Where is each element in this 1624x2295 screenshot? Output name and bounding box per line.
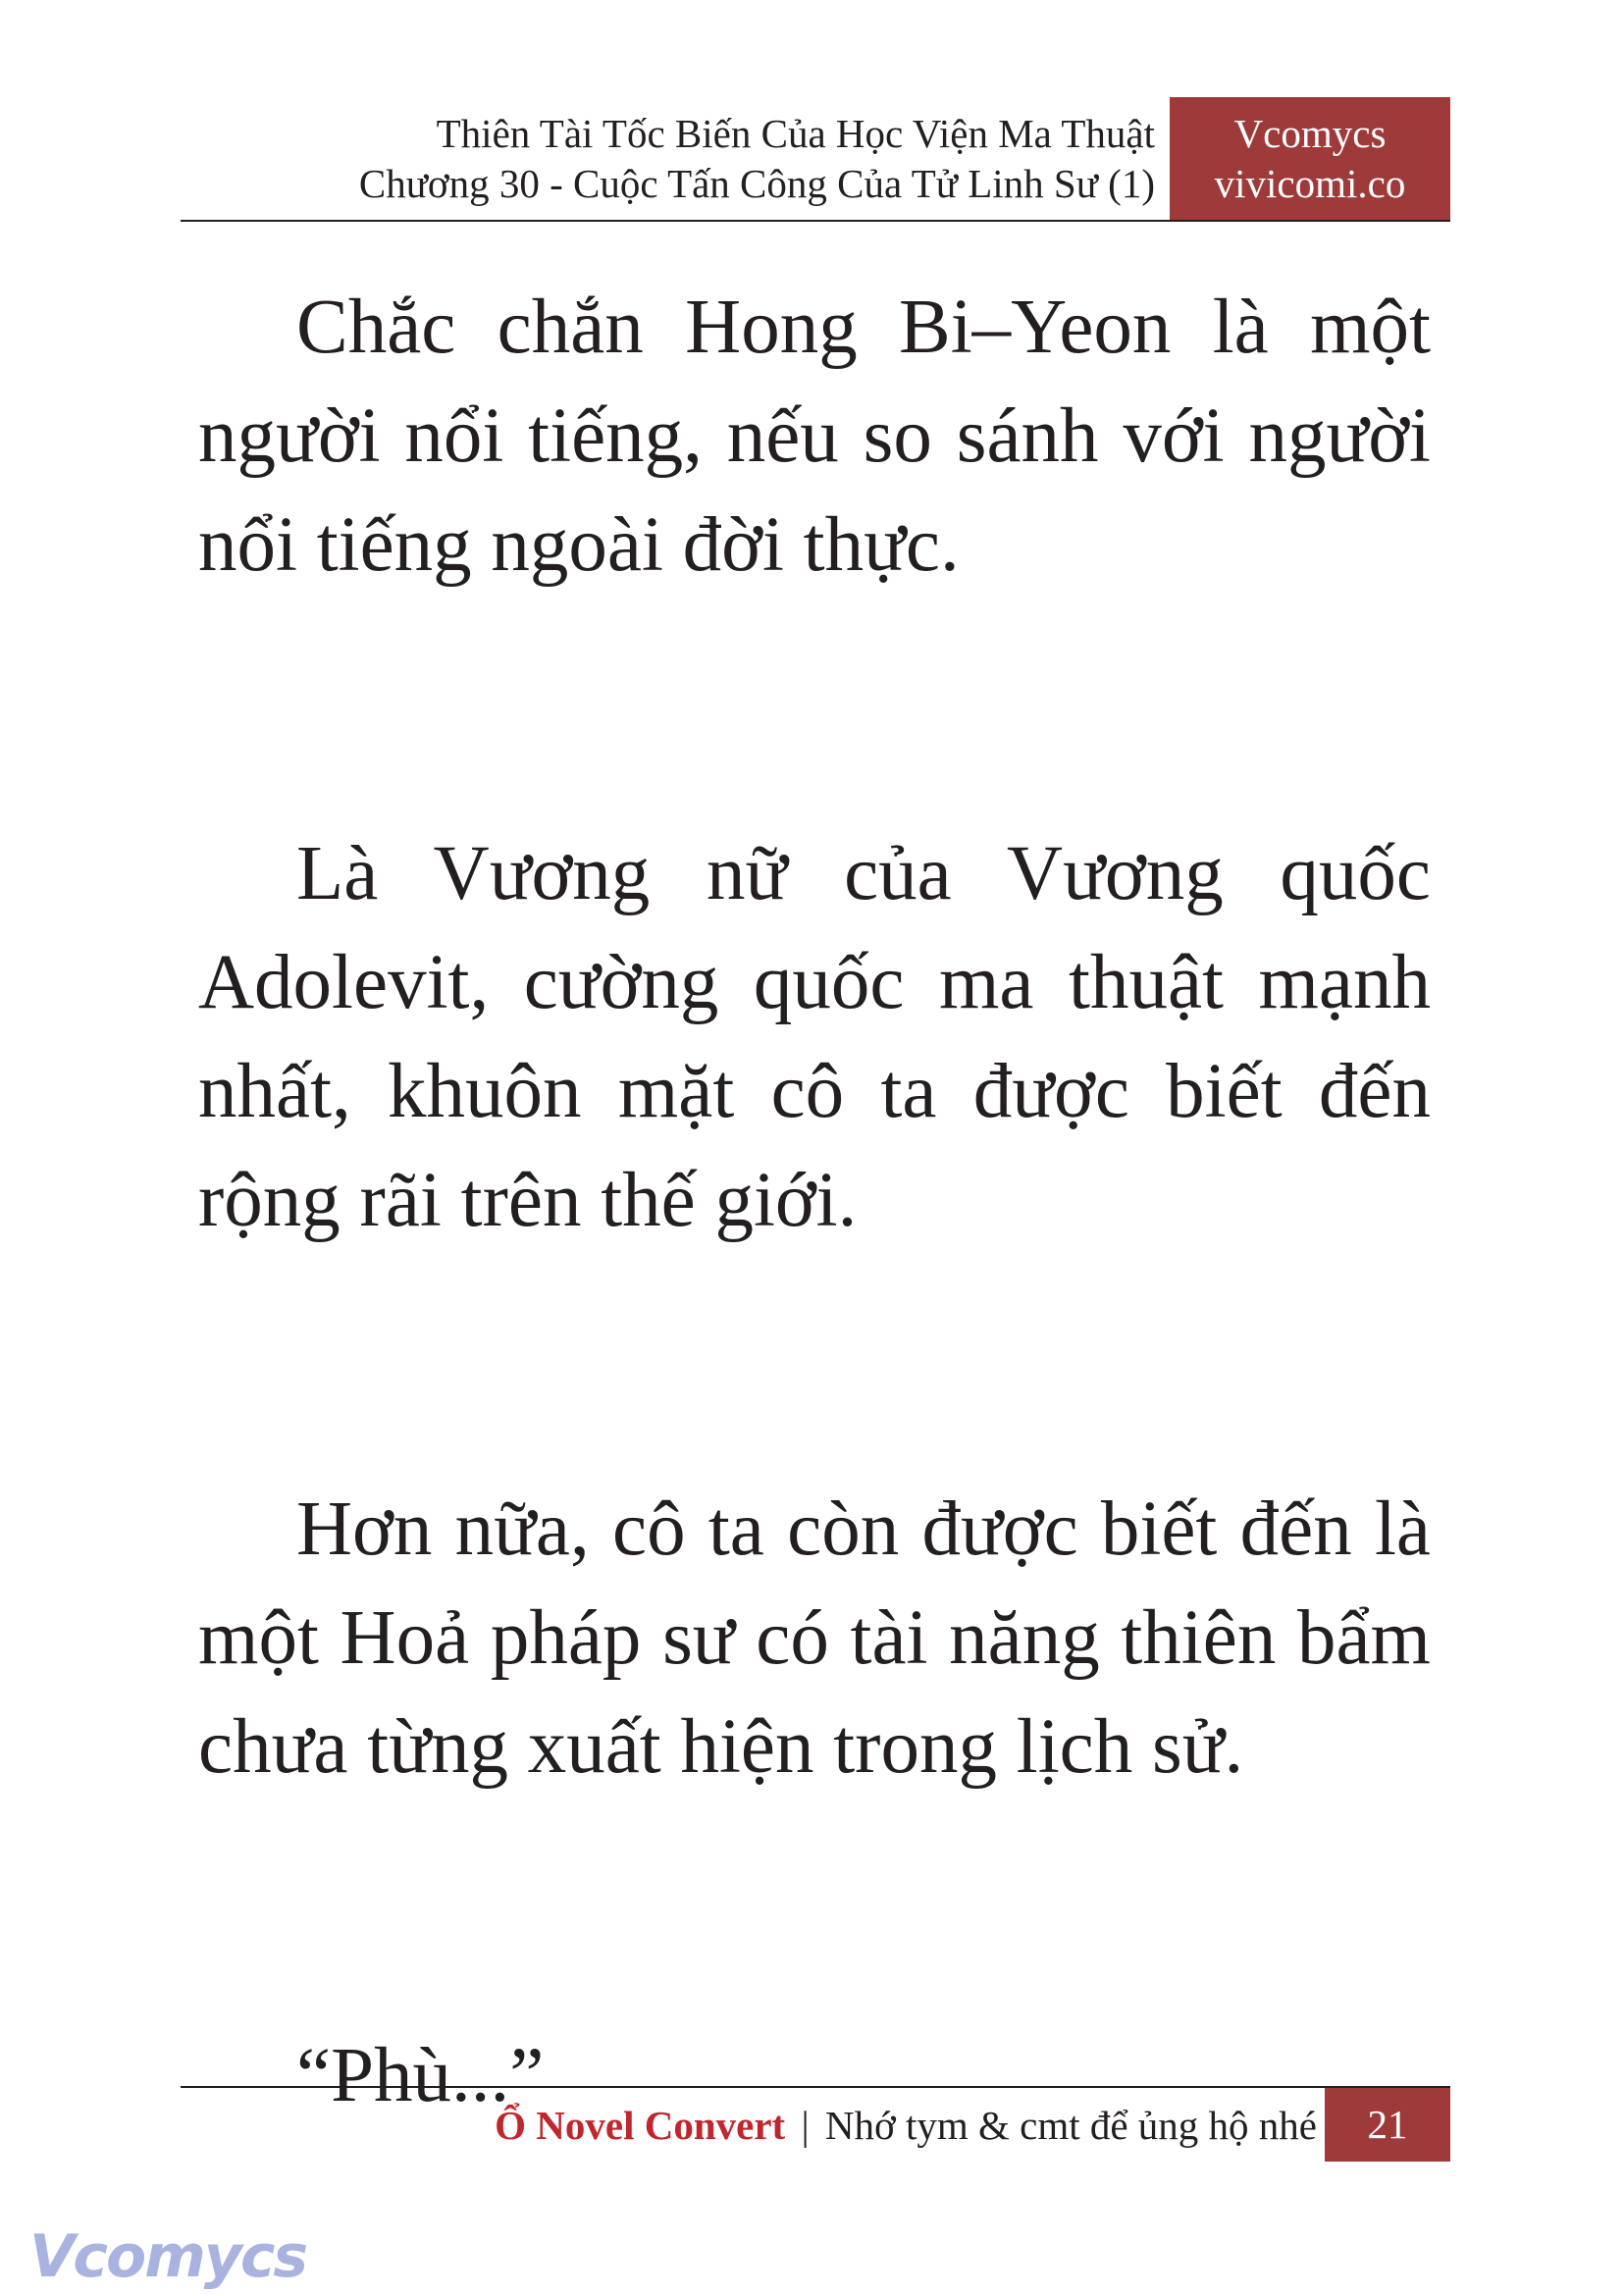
footer-separator: |: [801, 2103, 810, 2148]
page-header: [181, 97, 1450, 222]
badge-site: vivicomi.co: [1214, 161, 1406, 206]
page-footer: [181, 2086, 1450, 2162]
page-number: 21: [1325, 2088, 1450, 2162]
paragraph: Hơn nữa, cô ta còn được biết đến là một Hoả pháp sư có tài năng thiên bẩm chưa từng xuất hiện trong lịch sử.: [198, 1487, 1431, 1790]
book-title: Thiên Tài Tốc Biến Của Học Viện Ma Thuật: [436, 111, 1155, 156]
footer-message: Nhớ tym & cmt để ủng hộ nhé: [824, 2103, 1317, 2148]
footer-text: [495, 2098, 1317, 2153]
header-badge: [1170, 97, 1450, 220]
paragraph: Chắc chắn Hong Bi–Yeon là một người nổi tiếng, nếu so sánh với người nổi tiếng ngoài đời thực.: [198, 285, 1431, 588]
paragraph: Là Vương nữ của Vương quốc Adolevit, cường quốc ma thuật mạnh nhất, khuôn mặt cô ta được biết đến rộng rãi trên thế giới.: [198, 831, 1431, 1243]
badge-brand: Vcomycs: [1233, 111, 1387, 156]
paragraph: “Phù...”: [296, 2033, 545, 2118]
page-content: [198, 273, 1431, 2130]
footer-brand: Ổ Novel Convert: [495, 2103, 786, 2148]
header-titles: [359, 109, 1155, 209]
chapter-title: Chương 30 - Cuộc Tấn Công Của Tử Linh Sư (1): [358, 161, 1155, 206]
watermark-logo: Vcomycs: [29, 2222, 307, 2291]
